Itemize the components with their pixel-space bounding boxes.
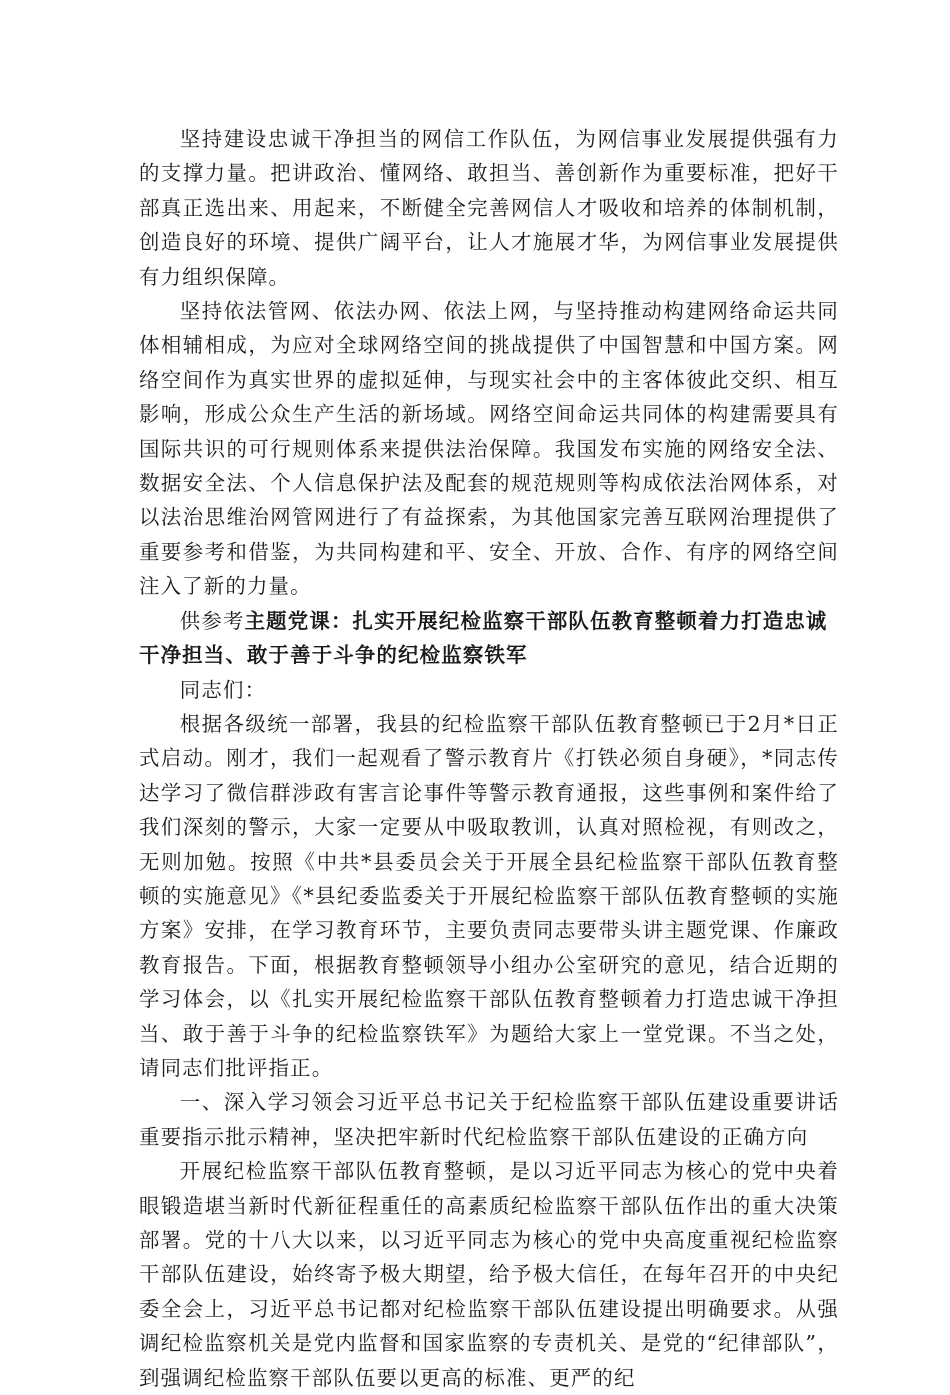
paragraph-section-one: 开展纪检监察干部队伍教育整顿，是以习近平同志为核心的党中央着眼锻造堪当新时代新征程重任的高素质纪检监察干部队伍作出的重大决策部署。党的十八大以来，以习近平同志为核心的党中央高度重视纪检监察干部队伍建设，始终寄予极大期望，给予极大信任，在每年召开的中央纪委全会上，习近平总书记都对纪检监察干部队伍建设提出明确要求。从强调纪检监察机关是党内监督和国家监察的专责机关、是党的“纪律部队”，到强调纪检监察干部队伍要以更高的标准、更严的纪 <box>139 1159 839 1390</box>
paragraph-rule-of-law: 坚持依法管网、依法办网、依法上网，与坚持推动构建网络命运共同体相辅相成，为应对全球网络空间的挑战提供了中国智慧和中国方案。网络空间作为真实世界的虚拟延伸，与现实社会中的主客体彼此交织、相互影响，形成公众生产生活的新场域。网络空间命运共同体的构建需要具有国际共识的可行规则体系来提供法治保障。我国发布实施的网络安全法、数据安全法、个人信息保护法及配套的规范规则等构成依法治网体系，对以法治思维治网管网进行了有益探索，为其他国家完善互联网治理提供了重要参考和借鉴，为共同构建和平、安全、开放、合作、有序的网络空间注入了新的力量。 <box>139 299 839 599</box>
paragraph-cyber-team: 坚持建设忠诚干净担当的网信工作队伍，为网信事业发展提供强有力的支撑力量。把讲政治、懂网络、敢担当、善创新作为重要标准，把好干部真正选出来、用起来，不断健全完善网信人才吸收和培养的体制机制，创造良好的环境、提供广阔平台，让人才施展才华，为网信事业发展提供有力组织保障。 <box>139 127 839 289</box>
salutation: 同志们： <box>179 677 267 702</box>
lesson-title <box>139 604 839 673</box>
paragraph-introduction: 根据各级统一部署，我县的纪检监察干部队伍教育整顿已于2月*日正式启动。刚才，我们一起观看了警示教育片《打铁必须自身硬》，*同志传达学习了微信群涉政有害言论事件等警示教育通报，这些事例和案件给了我们深刻的警示，大家一定要从中吸取教训，认真对照检视，有则改之，无则加勉。按照《中共*县委员会关于开展全县纪检监察干部队伍教育整顿的实施意见》《*县纪委监委关于开展纪检监察干部队伍教育整顿的实施方案》安排，在学习教育环节，主要负责同志要带头讲主题党课、作廉政教育报告。下面，根据教育整顿领导小组办公室研究的意见，结合近期的学习体会，以《扎实开展纪检监察干部队伍教育整顿着力打造忠诚干净担当、敢于善于斗争的纪检监察铁军》为题给大家上一堂党课。不当之处，请同志们批评指正。 <box>139 711 839 1080</box>
document-page <box>139 122 839 1395</box>
title-bold-text: 主题党课：扎实开展纪检监察干部队伍教育整顿着力打造忠诚干净担当、敢于善于斗争的纪检监察铁军 <box>139 608 828 668</box>
title-prefix: 供参考 <box>179 608 245 633</box>
section-heading-one: 一、深入学习领会习近平总书记关于纪检监察干部队伍建设重要讲话重要指示批示精神，坚决把牢新时代纪检监察干部队伍建设的正确方向 <box>139 1090 839 1149</box>
